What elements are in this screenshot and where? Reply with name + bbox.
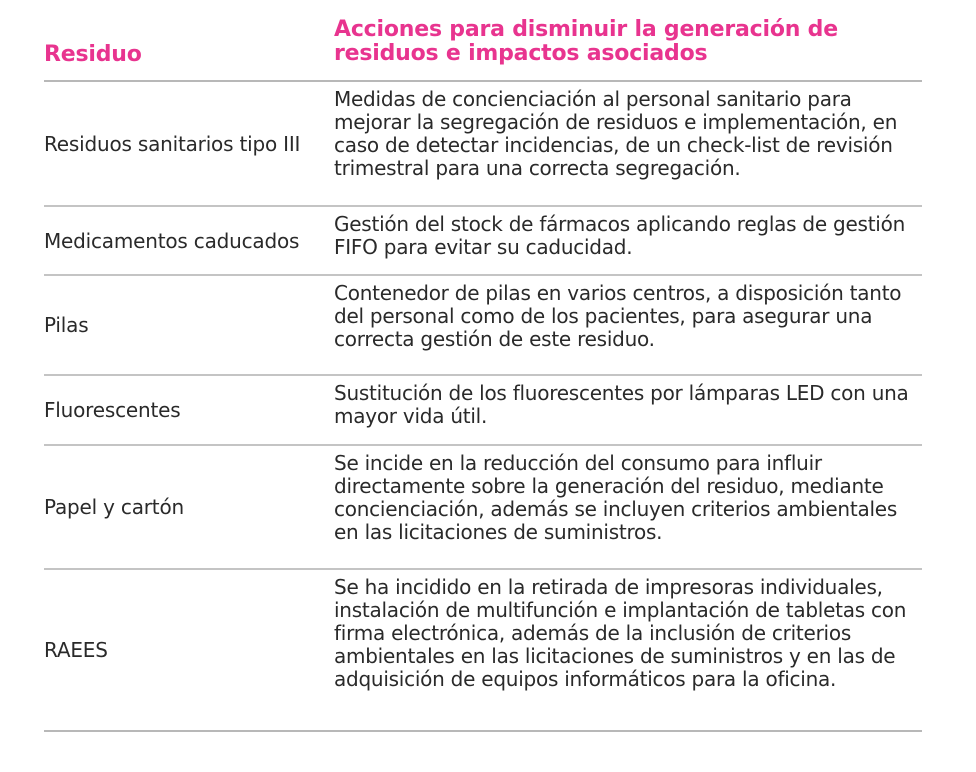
- waste-actions-table: [44, 16, 922, 732]
- header-cell-acciones: [334, 16, 922, 80]
- residuo-label: RAEES: [44, 638, 108, 662]
- table-row: [44, 276, 922, 376]
- table-row: [44, 207, 922, 276]
- accion-text: Se ha incidido en la retirada de impresoras individuales, instalación de multifunción e implantación de tabletas con firma electrónica, además de la inclusión de criterios ambientales en las licitaciones de suministros y en las de adquisición de equipos informáticos para la oficina.: [334, 575, 907, 691]
- residuo-cell: [44, 446, 334, 568]
- header-cell-residuo: [44, 16, 334, 80]
- accion-cell: [334, 207, 922, 274]
- accion-text: Gestión del stock de fármacos aplicando reglas de gestión FIFO para evitar su caducidad.: [334, 212, 906, 259]
- accion-text: Sustitución de los fluorescentes por lámparas LED con una mayor vida útil.: [334, 381, 909, 428]
- residuo-label: Pilas: [44, 313, 89, 337]
- table-row: [44, 376, 922, 446]
- accion-cell: [334, 276, 922, 374]
- residuo-cell: [44, 276, 334, 374]
- accion-text: Medidas de concienciación al personal sanitario para mejorar la segregación de residuos e implementación, en caso de detectar incidencias, de un check-list de revisión trimestral para una correcta segregación.: [334, 87, 898, 180]
- accion-cell: [334, 446, 922, 568]
- table-row: [44, 570, 922, 732]
- residuo-cell: [44, 82, 334, 205]
- accion-text: Contenedor de pilas en varios centros, a disposición tanto del personal como de los pacientes, para asegurar una correcta gestión de este residuo.: [334, 281, 902, 351]
- header-acciones-label: Acciones para disminuir la generación de residuos e impactos asociados: [334, 17, 838, 66]
- residuo-label: Residuos sanitarios tipo III: [44, 131, 301, 156]
- table-row: [44, 82, 922, 207]
- table-header: [44, 16, 922, 82]
- residuo-cell: [44, 207, 334, 274]
- accion-text: Se incide en la reducción del consumo para influir directamente sobre la generación del residuo, mediante concienciación, además se incluyen criterios ambientales en las licitaciones de suministros.: [334, 451, 897, 544]
- accion-cell: [334, 570, 922, 730]
- residuo-label: Fluorescentes: [44, 398, 181, 422]
- residuo-label: Papel y cartón: [44, 495, 184, 519]
- table-row: [44, 446, 922, 570]
- residuo-cell: [44, 376, 334, 444]
- residuo-label: Medicamentos caducados: [44, 228, 300, 253]
- accion-cell: [334, 82, 922, 205]
- residuo-cell: [44, 570, 334, 730]
- header-residuo-label: Residuo: [44, 42, 142, 67]
- accion-cell: [334, 376, 922, 444]
